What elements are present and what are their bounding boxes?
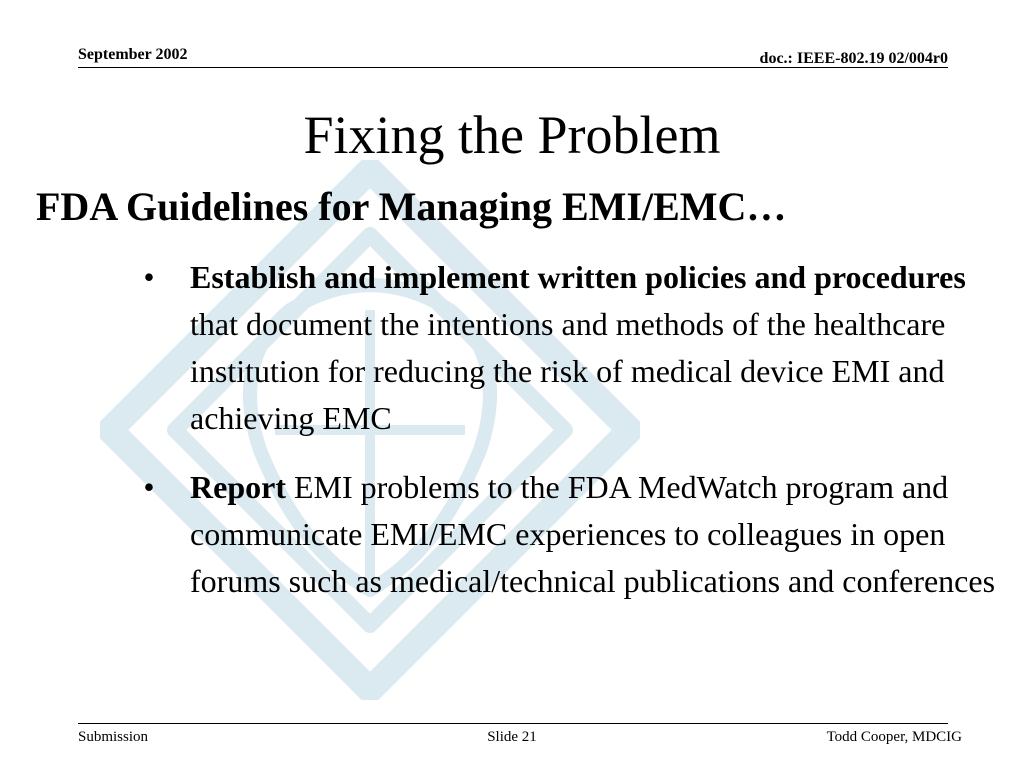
footer-submission: Submission (78, 729, 149, 745)
bullet-bold-text: Report (190, 469, 286, 505)
bullet-text: EMI problems to the FDA MedWatch program and communicate EMI/EMC experiences to colleagues in open forums such as medical/technical publications and conferences (190, 469, 996, 599)
bullet-item (134, 254, 1018, 442)
bullet-item (134, 464, 1018, 605)
footer-divider (78, 723, 948, 724)
slide-title: Fixing the Problem (303, 105, 721, 165)
bullet-list (134, 254, 1018, 627)
slide-subtitle: FDA Guidelines for Managing EMI/EMC… (36, 184, 787, 229)
bullet-text: that document the intentions and methods of the healthcare institution for reducing the risk of medical device EMI and achieving EMC (190, 306, 946, 436)
header-date: September 2002 (78, 46, 188, 63)
bullet-icon: • (143, 259, 155, 295)
bullet-icon: • (143, 469, 155, 505)
footer-slide-number: Slide 21 (487, 729, 537, 745)
header-doc-id: doc.: IEEE-802.19 02/004r0 (759, 50, 948, 67)
bullet-bold-text: Establish and implement written policies and procedures (190, 259, 966, 295)
footer-author: Todd Cooper, MDCIG (826, 729, 962, 745)
header-divider (78, 67, 948, 68)
